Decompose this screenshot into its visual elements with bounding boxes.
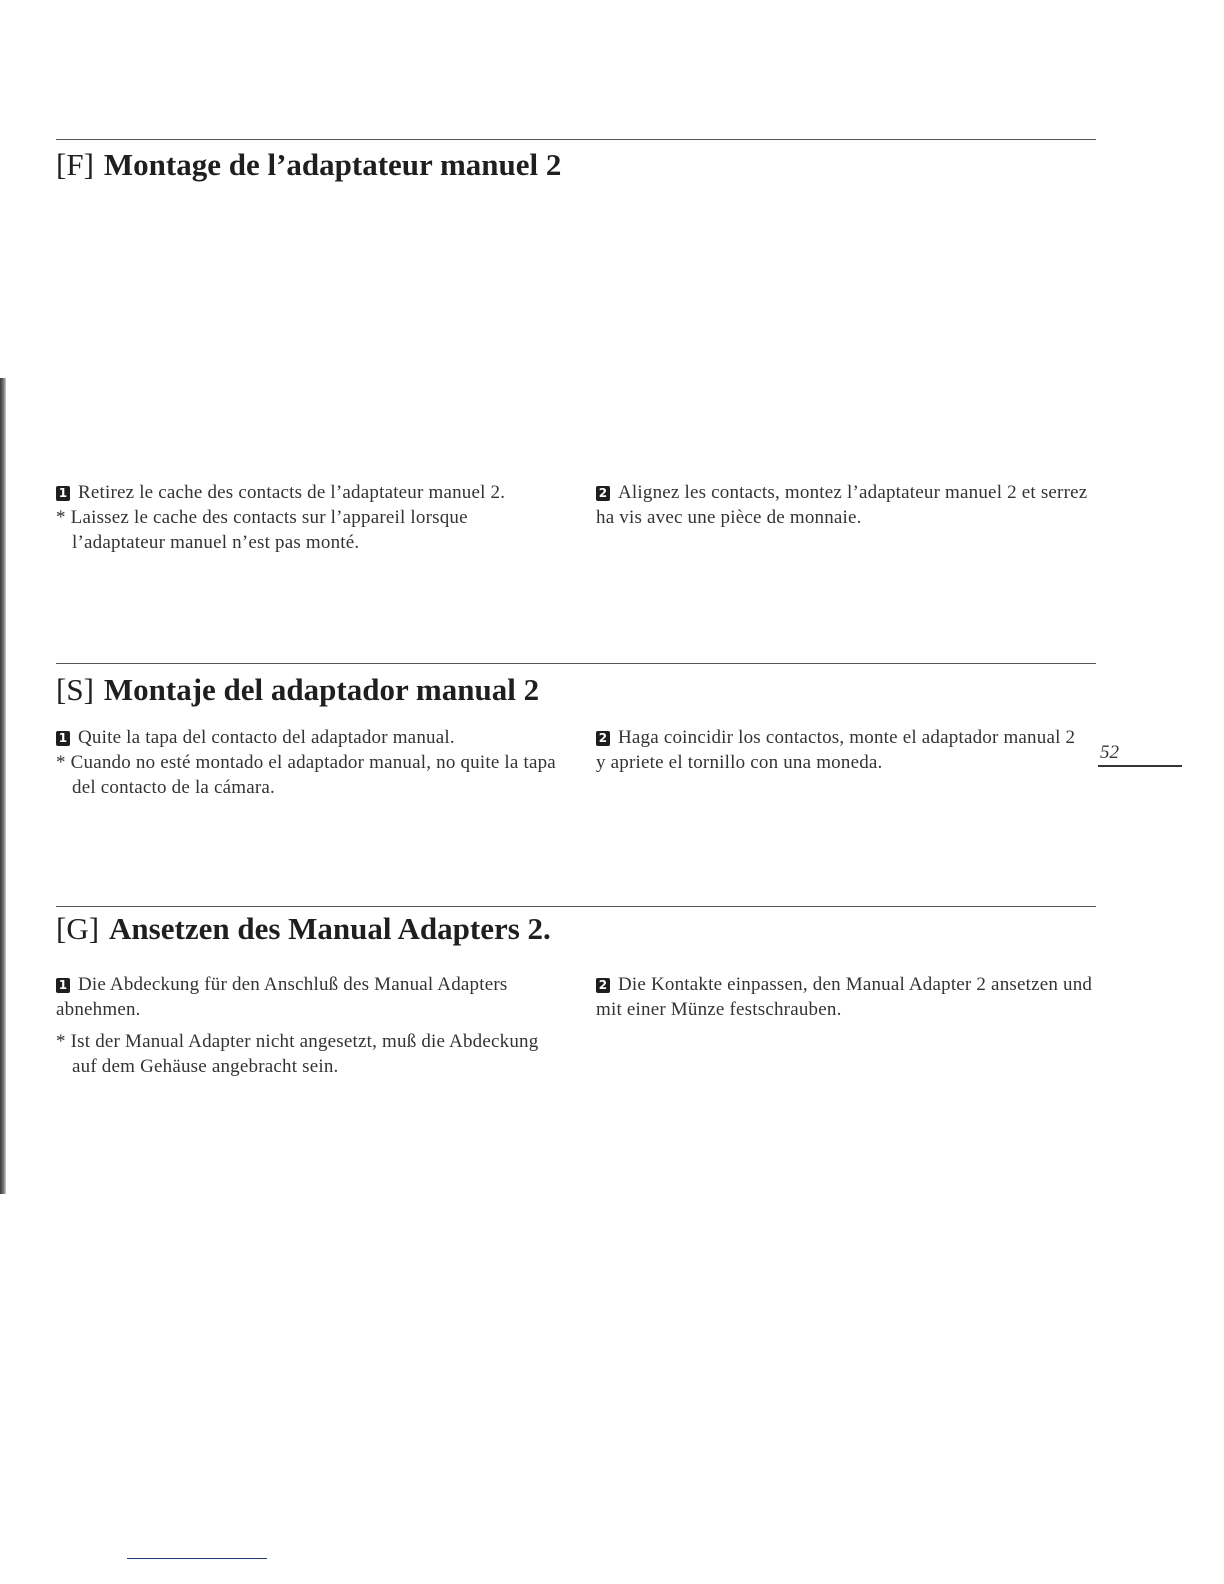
section-spanish <box>56 663 1096 710</box>
step-2-text: Alignez les contacts, montez l’adaptateur manuel 2 et serrez ha vis avec une pièce de monnaie. <box>596 482 1088 528</box>
step-2-paragraph <box>596 972 1096 1022</box>
section-tag: [S] <box>56 672 94 707</box>
section-title <box>56 909 1096 949</box>
binding-edge <box>0 378 6 1194</box>
section-rule <box>56 906 1096 907</box>
step-2-text: Haga coincidir los contactos, monte el adaptador manual 2 y apriete el tornillo con una moneda. <box>596 727 1076 773</box>
section-title <box>56 145 1096 185</box>
footnote-rule <box>127 1558 267 1559</box>
step-2-paragraph <box>596 725 1086 775</box>
section-rule <box>56 139 1096 140</box>
step-number-badge: 2 <box>596 486 610 501</box>
section-rule <box>56 663 1096 664</box>
step-2-column <box>596 972 1096 1022</box>
page-number: 52 <box>1100 742 1119 763</box>
step-number-badge: 2 <box>596 731 610 746</box>
step-1-note: * Laissez le cache des contacts sur l’appareil lorsque l’adaptateur manuel n’est pas monté. <box>56 507 468 553</box>
step-number-badge: 2 <box>596 978 610 993</box>
step-2-text: Die Kontakte einpassen, den Manual Adapter 2 ansetzen und mit einer Münze festschrauben. <box>596 974 1093 1020</box>
section-title-text: Montage de l’adaptateur manuel 2 <box>103 147 562 182</box>
page-number-rule <box>1098 765 1182 767</box>
section-title-text: Ansetzen des Manual Adapters 2. <box>109 911 551 946</box>
step-number-badge: 1 <box>56 978 70 993</box>
section-title <box>56 670 1096 710</box>
step-2-column <box>596 480 1096 530</box>
step-1-column <box>56 480 561 555</box>
step-1-text: Retirez le cache des contacts de l’adaptateur manuel 2. <box>78 482 506 503</box>
step-2-paragraph <box>596 480 1096 530</box>
step-1-text: Die Abdeckung für den Anschluß des Manual Adapters abnehmen. <box>56 974 508 1020</box>
step-number-badge: 1 <box>56 486 70 501</box>
step-1-column <box>56 725 561 800</box>
step-number-badge: 1 <box>56 731 70 746</box>
section-tag: [G] <box>56 911 100 946</box>
step-2-column <box>596 725 1086 775</box>
step-1-column <box>56 972 561 1079</box>
step-1-paragraph <box>56 725 561 750</box>
step-1-note: * Ist der Manual Adapter nicht angesetzt, muß die Abdeckung auf dem Gehäuse angebracht sein. <box>56 1031 539 1077</box>
step-1-text: Quite la tapa del contacto del adaptador manual. <box>78 727 455 748</box>
step-1-paragraph <box>56 972 561 1022</box>
section-german <box>56 906 1096 949</box>
section-tag: [F] <box>56 147 94 182</box>
step-1-note: * Cuando no esté montado el adaptador manual, no quite la tapa del contacto de la cámara. <box>56 752 556 798</box>
section-title-text: Montaje del adaptador manual 2 <box>103 672 540 707</box>
step-1-paragraph <box>56 480 561 505</box>
